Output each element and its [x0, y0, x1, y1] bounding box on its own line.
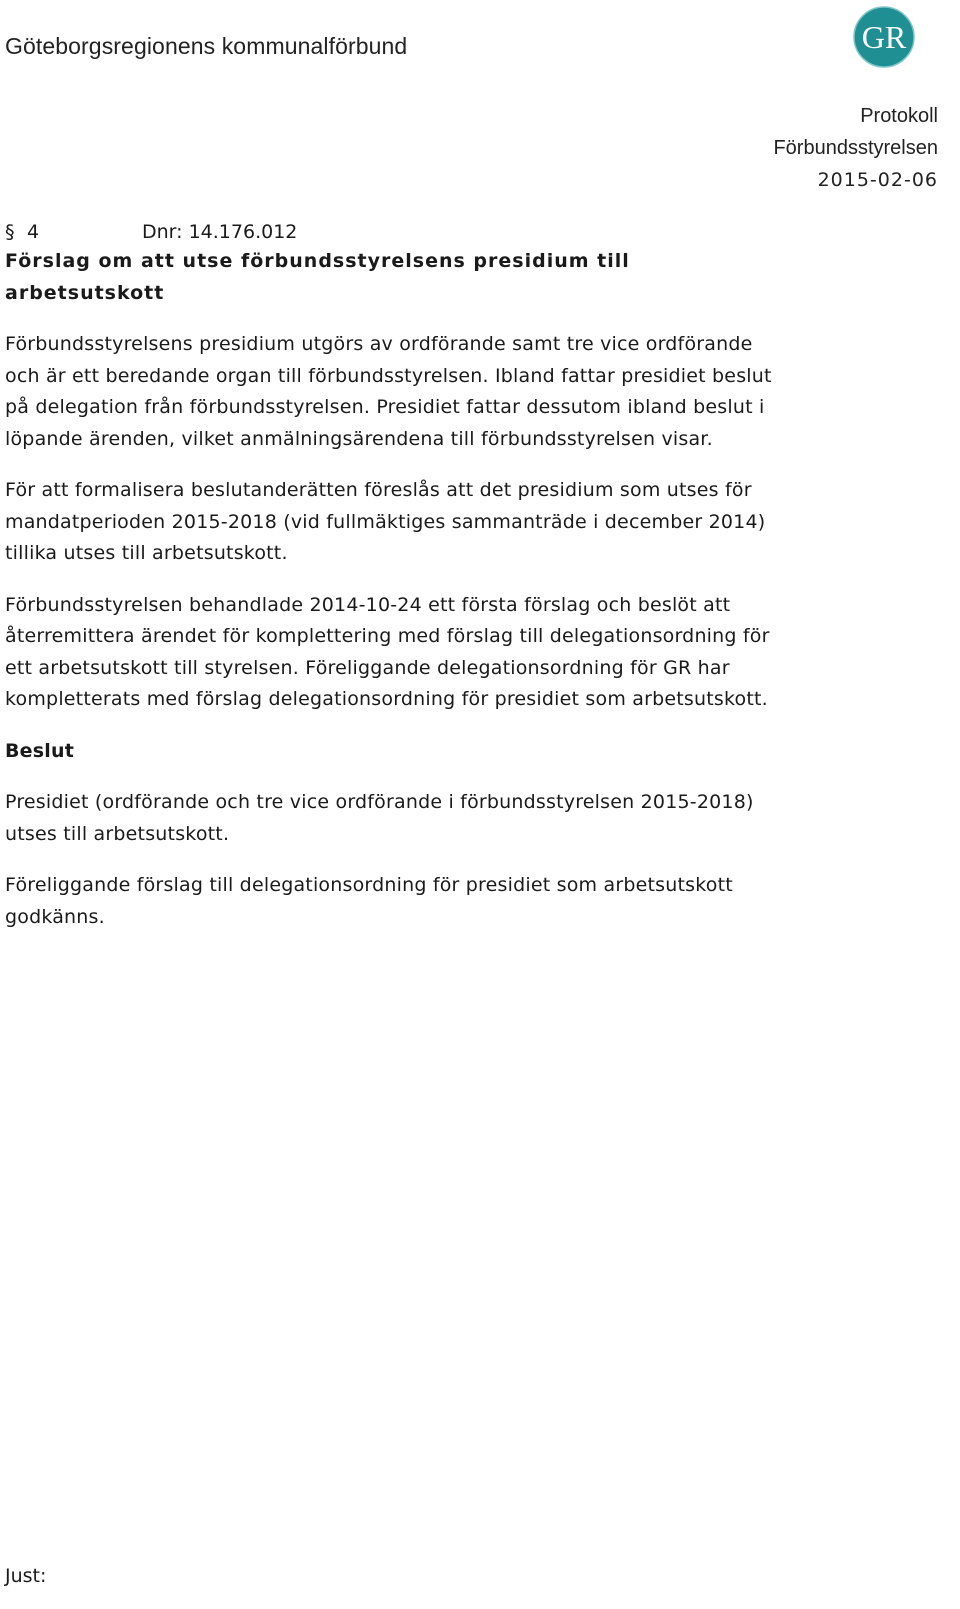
decision-item: Föreliggande förslag till delegationsordning för presidiet som arbetsutskott godkänns.	[5, 874, 733, 928]
gr-logo-icon	[851, 2, 921, 72]
doc-type: Protokoll	[860, 105, 938, 127]
document-body	[5, 246, 775, 953]
paragraph: Förbundsstyrelsens presidium utgörs av ordförande samt tre vice ordförande och är ett beredande organ till förbundsstyrelsen. Ibland fattar presidiet beslut på delegation från förbundsstyrelsen. Presidiet fattar dessutom ibland beslut i löpande ärenden, vilket anmälningsärendena till förbundsstyrelsen visar.	[5, 333, 772, 450]
section-number: 4	[27, 221, 40, 243]
section-sign: §	[5, 221, 15, 243]
paragraph: Förbundsstyrelsen behandlade 2014-10-24 ett första förslag och beslöt att återremittera ärendet för komplettering med förslag till delegationsordning för ett arbetsutskott till styrelsen. Föreliggande delegationsordning för GR har kompletterats med förslag delegationsordning för presidiet som arbetsutskott.	[5, 593, 770, 710]
justering-label: Just:	[5, 1565, 47, 1587]
case-number: Dnr: 14.176.012	[142, 221, 298, 243]
meeting-date: 2015-02-06	[817, 169, 938, 191]
section-reference	[5, 216, 297, 248]
svg-text:GR: GR	[861, 19, 907, 55]
gr-logo	[851, 2, 921, 72]
org-name: Göteborgsregionens kommunalförbund	[5, 33, 408, 59]
section-title: Förslag om att utse förbundsstyrelsens presidium till arbetsutskott	[5, 250, 630, 304]
decision-heading: Beslut	[5, 739, 74, 762]
governing-body: Förbundsstyrelsen	[773, 137, 938, 159]
decision-item: Presidiet (ordförande och tre vice ordförande i förbundsstyrelsen 2015-2018) utses till arbetsutskott.	[5, 791, 754, 845]
document-header-meta	[773, 100, 938, 196]
paragraph: För att formalisera beslutanderätten föreslås att det presidium som utses för mandatperioden 2015-2018 (vid fullmäktiges sammanträde i december 2014) tillika utses till arbetsutskott.	[5, 479, 766, 564]
